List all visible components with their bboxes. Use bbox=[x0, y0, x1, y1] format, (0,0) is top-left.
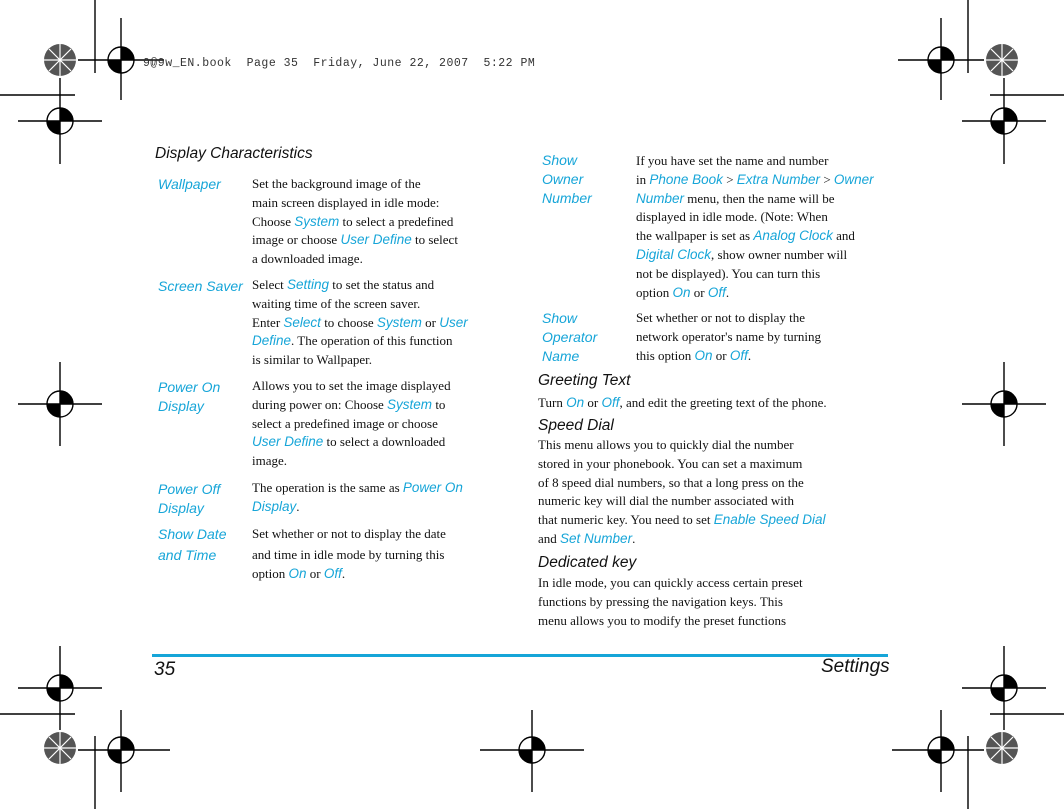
desc-greeting: Turn On or Off, and edit the greeting text of the phone. bbox=[538, 395, 827, 410]
section-title-speed-dial: Speed Dial bbox=[538, 417, 614, 434]
desc-speed-dial: This menu allows you to quickly dial the number stored in your phonebook. You can set a maximum of 8 speed dial numbers, so that a long press on the numeric key will dial the number associated with that numeric key. You need to set Enable Speed Dial and Set Number. bbox=[538, 437, 826, 546]
term-show-owner-number: Show Owner Number bbox=[542, 152, 592, 206]
term-wallpaper: Wallpaper bbox=[158, 176, 221, 192]
desc-dedicated-key: In idle mode, you can quickly access certain preset functions by pressing the navigation keys. This menu allows you to modify the preset functions bbox=[538, 575, 803, 628]
term-show-operator-name: Show Operator Name bbox=[542, 310, 598, 364]
term-show-date-time: Show Date and Time bbox=[158, 526, 227, 563]
section-title-display: Display Characteristics bbox=[155, 145, 313, 162]
file-info-header: 9@9w_EN.book Page 35 Friday, June 22, 2007 5:22 PM bbox=[143, 57, 536, 70]
desc-power-off-display: The operation is the same as Power On Display. bbox=[252, 480, 463, 514]
footer-rule bbox=[152, 654, 888, 657]
term-screen-saver: Screen Saver bbox=[158, 278, 243, 294]
term-power-off-display: Power Off Display bbox=[158, 481, 221, 516]
desc-screen-saver: Select Setting to set the status and waiting time of the screen saver. Enter Select to choose System or User Define. The operation of this function is similar to Wallpaper. bbox=[252, 277, 468, 368]
desc-show-operator-name: Set whether or not to display the network operator's name by turning this option On or Off. bbox=[636, 310, 822, 363]
desc-power-on-display: Allows you to set the image displayed during power on: Choose System to select a predefined image or choose User Define to select a downloaded image. bbox=[252, 378, 451, 469]
term-power-on-display: Power On Display bbox=[158, 379, 221, 414]
section-title-greeting: Greeting Text bbox=[538, 372, 631, 389]
desc-show-date-time: Set whether or not to display the date and time in idle mode by turning this option On or Off. bbox=[252, 526, 446, 581]
desc-show-owner-number: If you have set the name and number in Phone Book > Extra Number > Owner Number menu, then the name will be displayed in idle mode. (Note: When the wallpaper is set as Analog Clock and Digital Clock, show owner number will not be displayed). You can turn this option On or Off. bbox=[636, 153, 874, 300]
page-number: 35 bbox=[154, 659, 176, 680]
desc-wallpaper: Set the background image of the main screen displayed in idle mode: Choose System to select a predefined image or choose User Define to select a downloaded image. bbox=[252, 176, 458, 267]
section-name: Settings bbox=[821, 656, 890, 677]
section-title-dedicated-key: Dedicated key bbox=[538, 554, 637, 571]
